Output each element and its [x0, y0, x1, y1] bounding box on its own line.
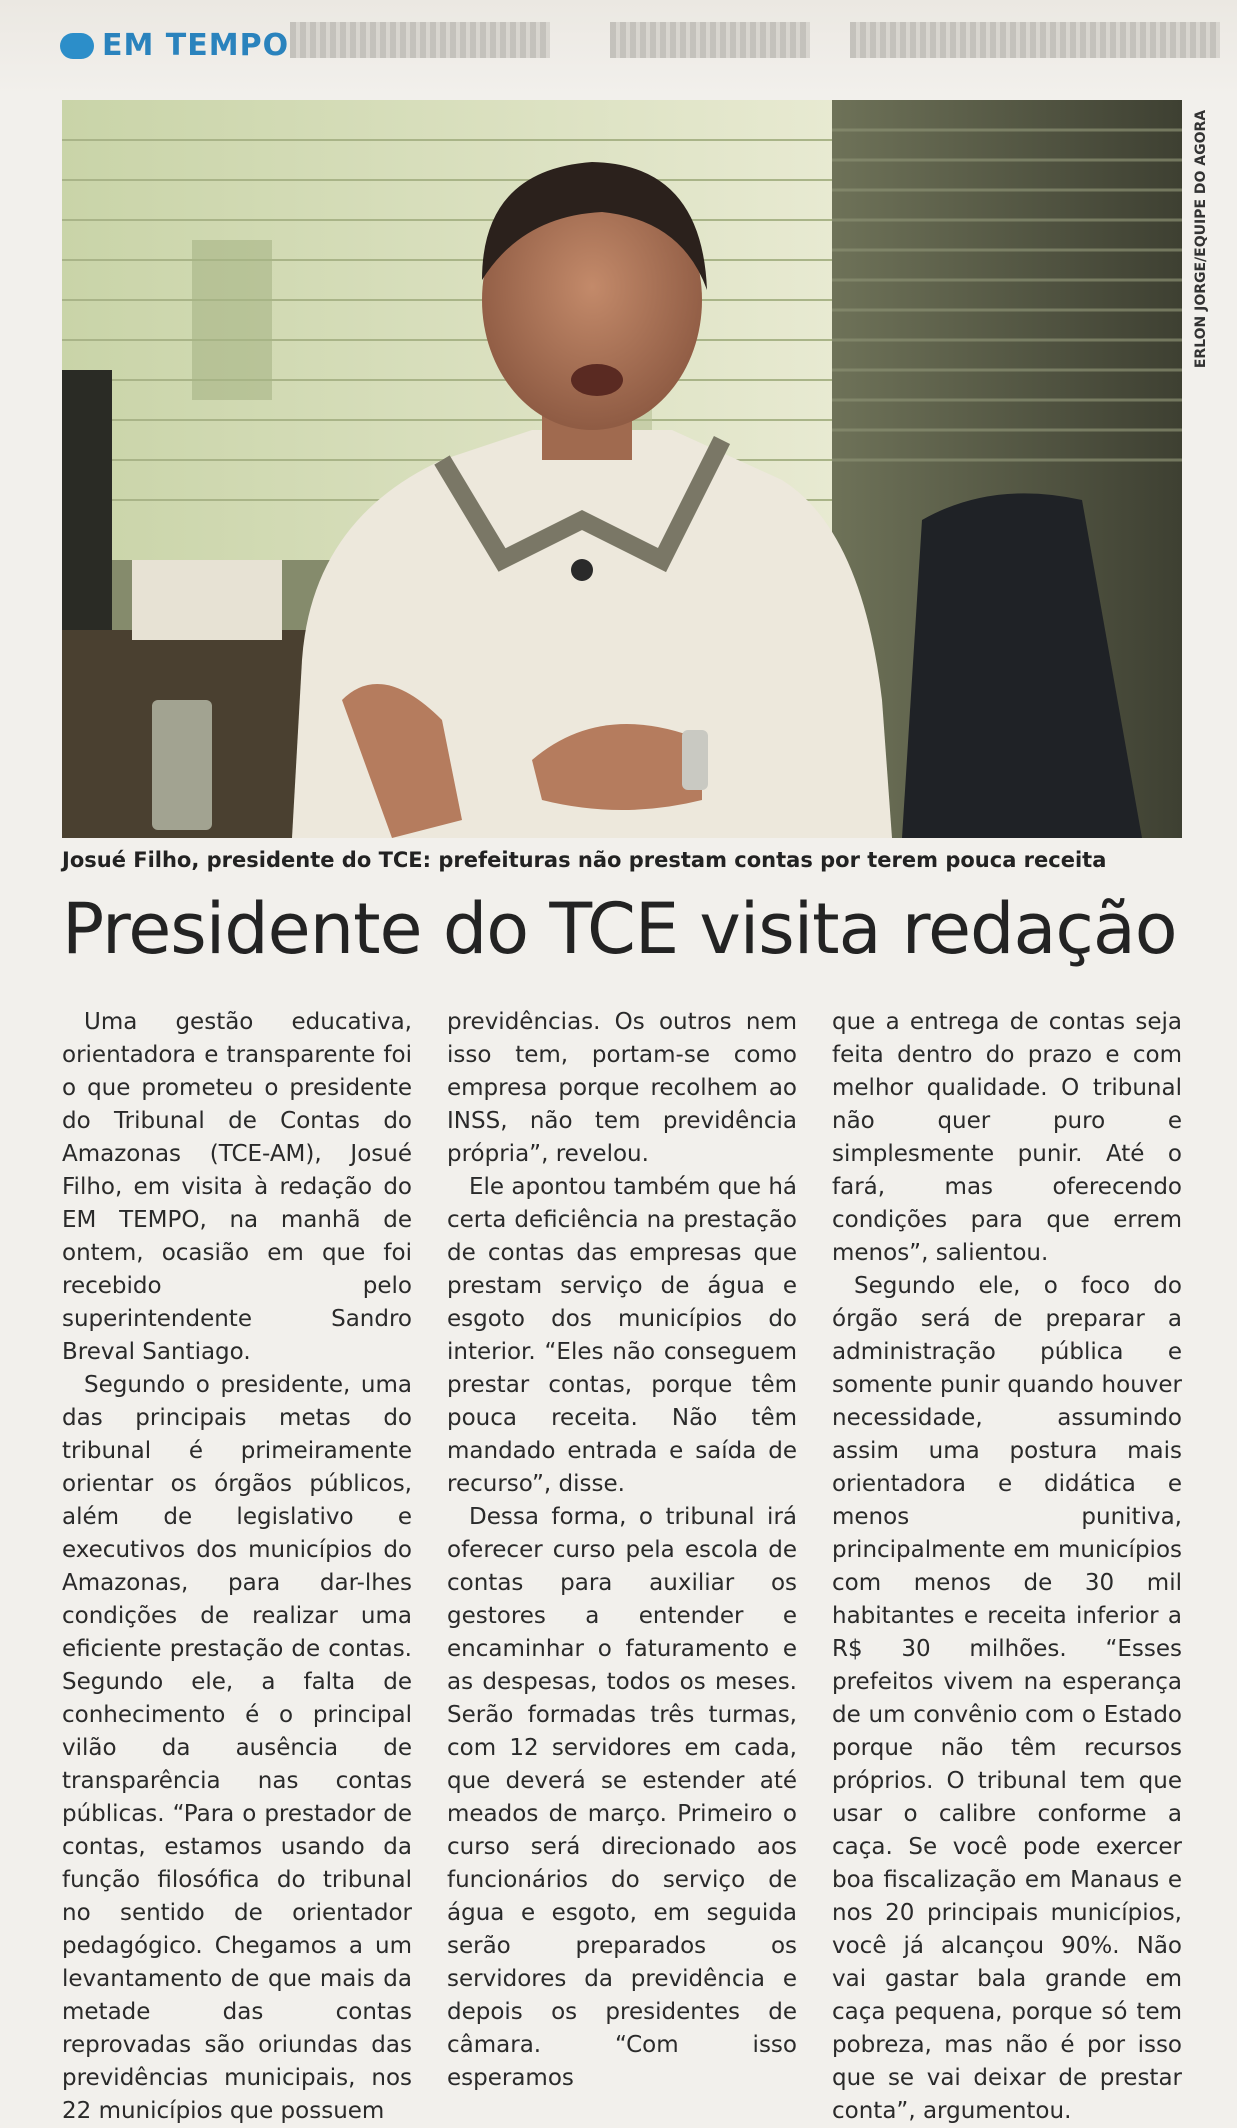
article-paragraph: Segundo ele, o foco do órgão será de preparar a administração pública e somente punir quando houver necessidade, assumindo assim uma postura mais orientadora e didática e menos punitiva, principalmente em municípios com menos de 30 mil habitantes e receita inferior a R$ 30 milhões. “Esses prefeitos vivem na esperança de um convênio com o Estado porque não têm recursos próprios. O tribunal tem que usar o calibre conforme a caça. Se você pode exercer boa fiscalização em Manaus e nos 20 principais municípios, você já alcançou 90%. Não vai gastar bala grande em caça pequena, porque só tem pobreza, mas não é por isso que se vai deixar de prestar conta”, argumentou.	[832, 1273, 1182, 2124]
header-print-smudge	[610, 22, 810, 58]
article-paragraph: Uma gestão educativa, orientadora e transparente foi o que prometeu o presidente do Tribunal de Contas do Amazonas (TCE-AM), Josué Filho, em visita à redação do EM TEMPO, na manhã de ontem, ocasião em que foi recebido pelo superintendente Sandro Breval Santiago.	[62, 1009, 412, 1365]
article-column	[832, 1006, 1182, 2124]
article-paragraph: que a entrega de contas seja feita dentro do prazo e com melhor qualidade. O tribunal não quer puro e simplesmente punir. Até o fará, mas oferecendo condições para que errem menos”, salientou.	[832, 1009, 1182, 1266]
article-photo	[62, 100, 1182, 838]
article-paragraph: previdências. Os outros nem isso tem, portam-se como empresa porque recolhem ao INSS, não tem previdência própria”, revelou.	[447, 1009, 797, 1167]
article-body	[62, 1006, 1182, 2124]
photo-illustration	[62, 100, 1182, 838]
article-paragraph: Ele apontou também que há certa deficiência na prestação de contas das empresas que prestam serviço de água e esgoto dos municípios do interior. “Eles não conseguem prestar contas, porque têm pouca receita. Não têm mandado entrada e saída de recurso”, disse.	[447, 1174, 797, 1497]
section-tag	[60, 28, 289, 63]
headline: Presidente do TCE visita redação	[62, 888, 1177, 970]
article-column	[447, 1006, 797, 2091]
section-marker-icon	[60, 33, 94, 59]
section-label: EM TEMPO	[102, 28, 290, 63]
header-print-smudge	[290, 22, 550, 58]
photo-credit	[1184, 104, 1218, 374]
article-paragraph: Dessa forma, o tribunal irá oferecer curso pela escola de contas para auxiliar os gestores a entender e encaminhar o faturamento e as despesas, todos os meses. Serão formadas três turmas, com 12 servidores em cada, que deverá se estender até meados de março. Primeiro o curso será direcionado aos funcionários do serviço de água e esgoto, em seguida serão preparados os servidores da previdência e depois os presidentes de câmara. “Com isso esperamos	[447, 1504, 797, 2091]
article-paragraph: Segundo o presidente, uma das principais metas do tribunal é primeiramente orientar os órgãos públicos, além de legislativo e executivos dos municípios do Amazonas, para dar-lhes condições de realizar uma eficiente prestação de contas. Segundo ele, a falta de conhecimento é o principal vilão da ausência de transparência nas contas públicas. “Para o prestador de contas, estamos usando da função filosófica do tribunal no sentido de orientador pedagógico. Chegamos a um levantamento de que mais da metade das contas reprovadas são oriundas das previdências municipais, nos 22 municípios que possuem	[62, 1372, 412, 2124]
photo-caption: Josué Filho, presidente do TCE: prefeituras não prestam contas por terem pouca receita	[62, 848, 1107, 872]
article-column	[62, 1006, 412, 2124]
header-print-smudge	[850, 22, 1220, 58]
photo-credit-text: ERLON JORGE/EQUIPE DO AGORA	[1193, 109, 1210, 369]
